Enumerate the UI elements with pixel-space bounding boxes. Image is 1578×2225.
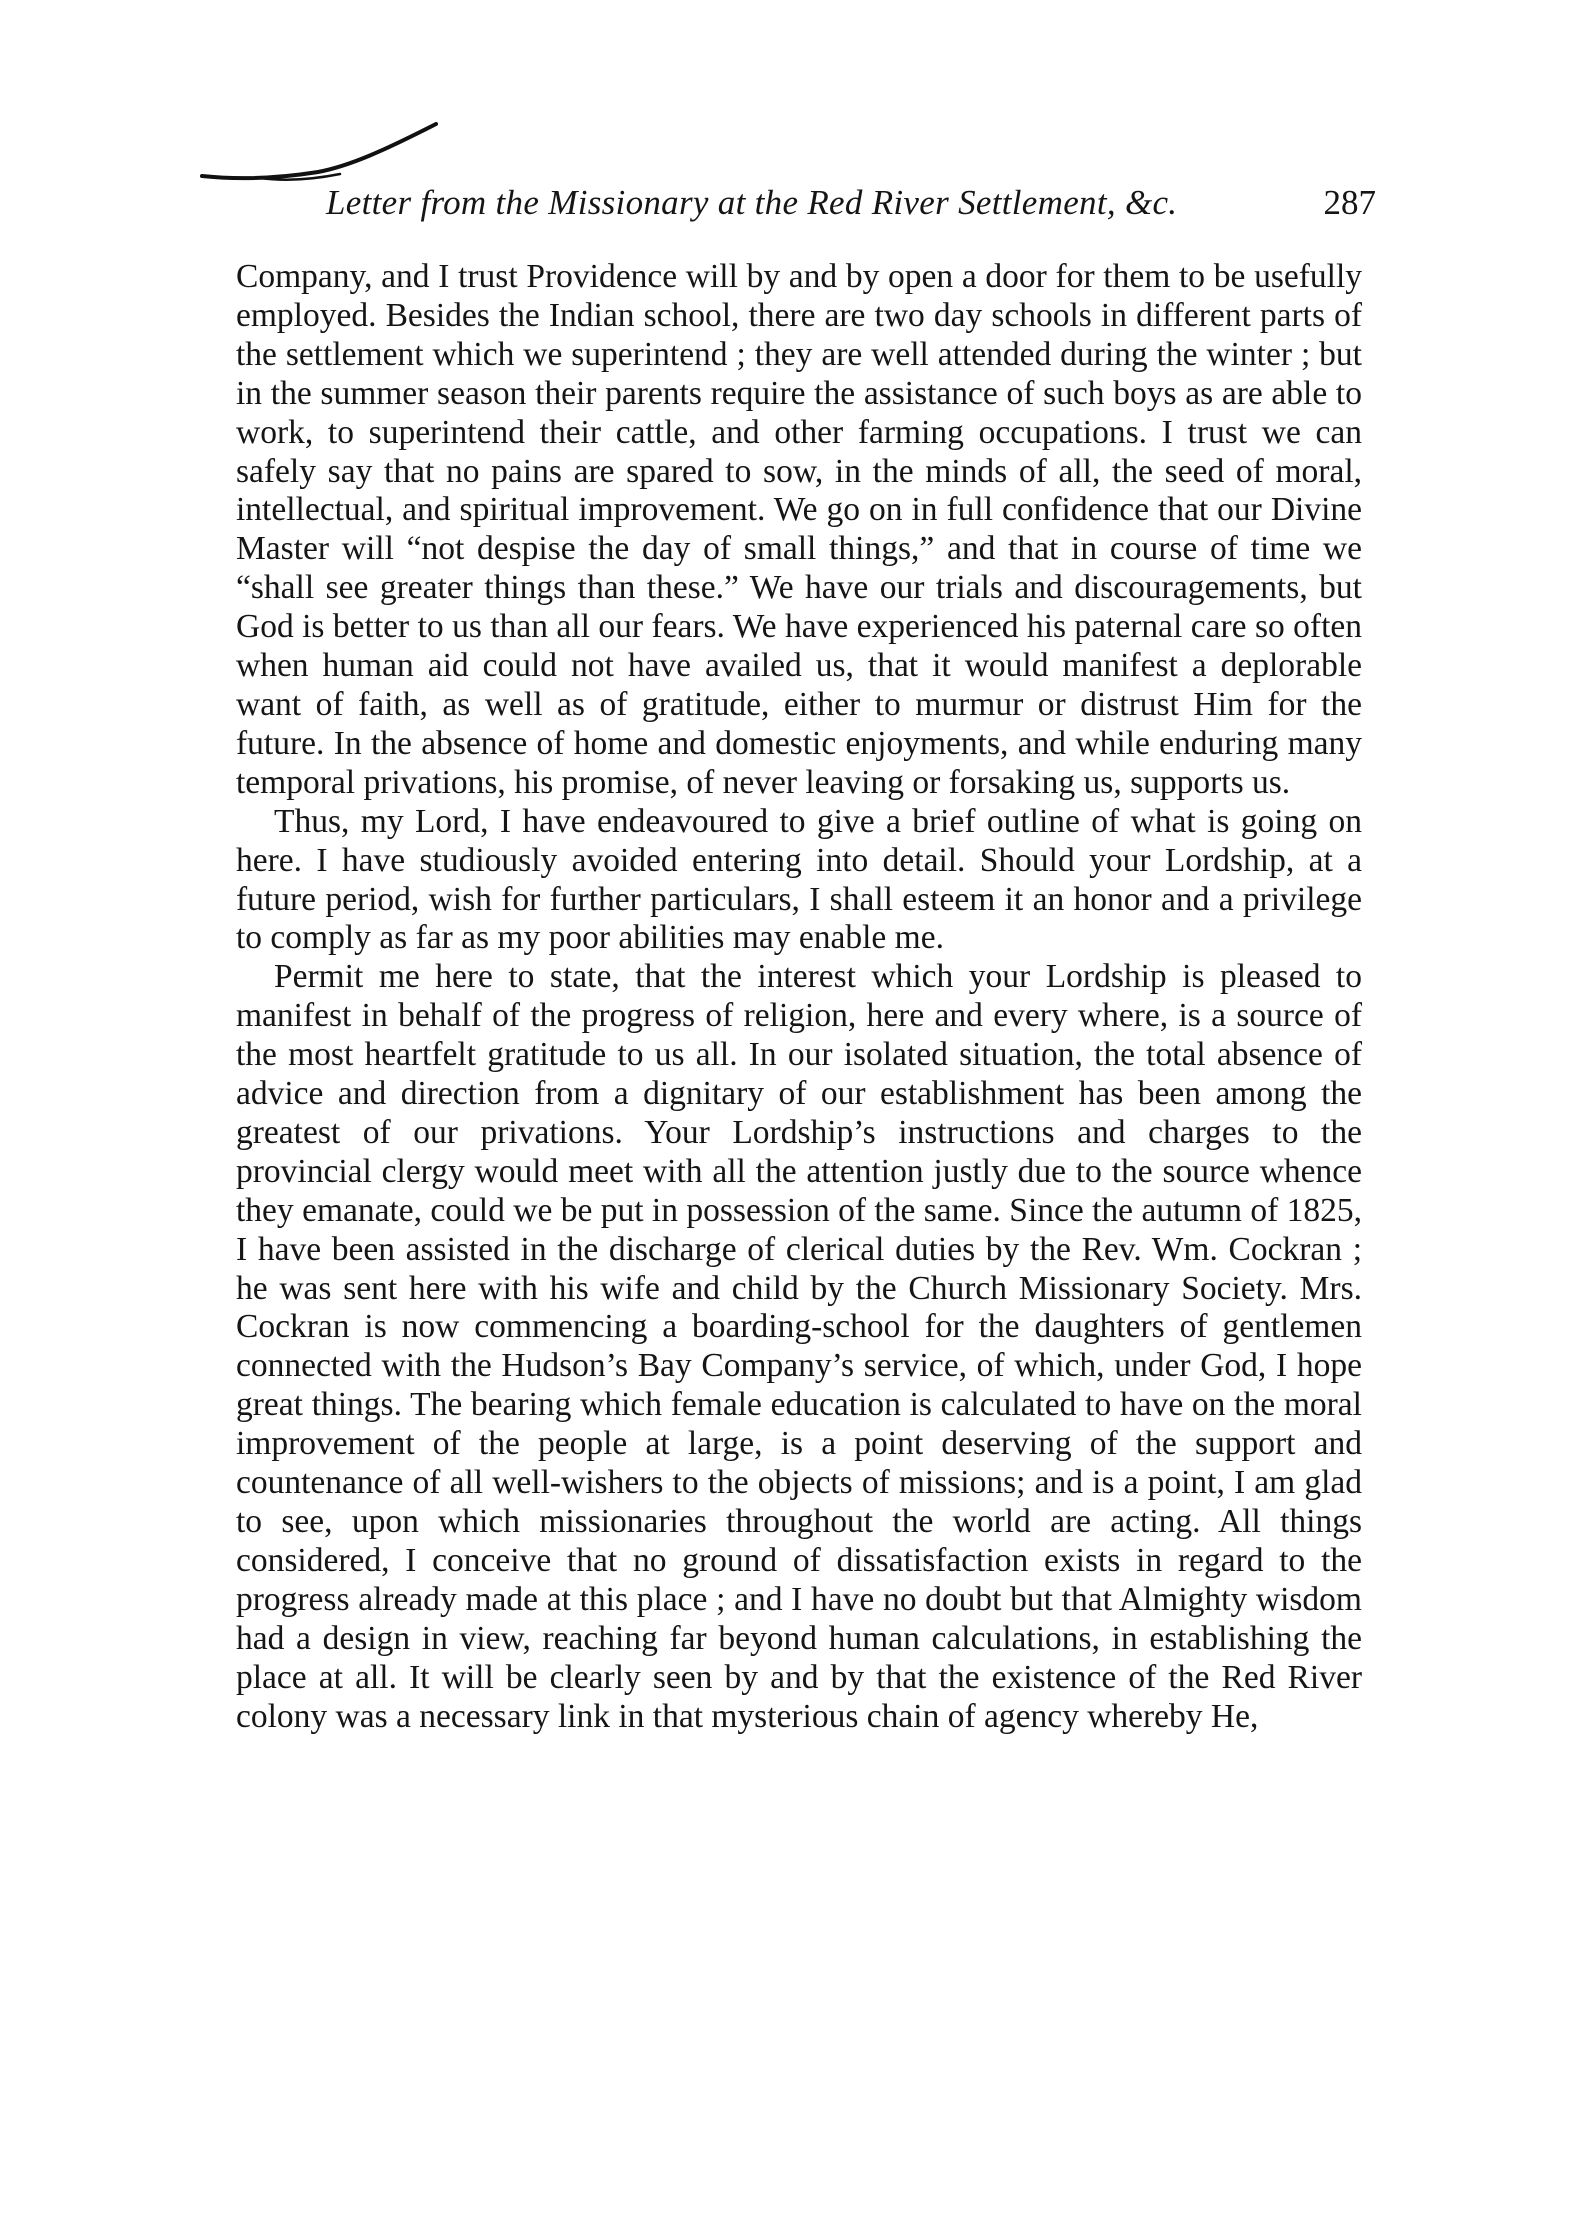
body-text: [236, 258, 1362, 1736]
page-number: 287: [1323, 183, 1376, 222]
running-head-title: Letter from the Missionary at the Red River Settlement, &c.: [326, 183, 1178, 222]
paragraph: Thus, my Lord, I have endeavoured to give a brief outline of what is going on here. I have studiously avoided entering into detail. Should your Lordship, at a future period, wish for further particulars, I shall esteem it an honor and a privilege to comply as far as my poor abilities may enable me.: [236, 802, 1362, 957]
running-head: [326, 178, 1376, 228]
paragraph: Permit me here to state, that the interest which your Lordship is pleased to manifest in behalf of the progress of religion, here and every where, is a source of the most heartfelt gratitude to us all. In our isolated situation, the total absence of advice and direction from a dignitary of our establishment has been among the greatest of our privations. Your Lordship’s instructions and charges to the provincial clergy would meet with all the attention justly due to the source whence they emanate, could we be put in possession of the same. Since the autumn of 1825, I have been assisted in the discharge of clerical duties by the Rev. Wm. Cockran ; he was sent here with his wife and child by the Church Missionary Society. Mrs. Cockran is now commencing a boarding-school for the daughters of gentlemen connected with the Hudson’s Bay Company’s service, of which, under God, I hope great things. The bearing which female education is calculated to have on the moral improvement of the people at large, is a point deserving of the support and countenance of all well-wishers to the objects of missions; and is a point, I am glad to see, upon which missionaries throughout the world are acting. All things considered, I conceive that no ground of dissatisfaction exists in regard to the progress already made at this place ; and I have no doubt but that Almighty wisdom had a design in view, reaching far beyond human calculations, in establishing the place at all. It will be clearly seen by and by that the existence of the Red River colony was a necessary link in that mysterious chain of agency whereby He,: [236, 958, 1362, 1735]
paragraph-continued: Company, and I trust Providence will by and by open a door for them to be usefully employed. Besides the Indian school, there are two day schools in different parts of the settlement which we superintend ; they are well attended during the winter ; but in the summer season their parents require the assistance of such boys as are able to work, to superintend their cattle, and other farming occupations. I trust we can safely say that no pains are spared to sow, in the minds of all, the seed of moral, intellectual, and spiritual improvement. We go on in full confidence that our Divine Master will “not despise the day of small things,” and that in course of time we “shall see greater things than these.” We have our trials and discouragements, but God is better to us than all our fears. We have experienced his paternal care so often when human aid could not have availed us, that it would manifest a deplorable want of faith, as well as of gratitude, either to murmur or distrust Him for the future. In the absence of home and domestic enjoyments, and while enduring many temporal privations, his promise, of never leaving or forsaking us, supports us.: [236, 258, 1362, 801]
